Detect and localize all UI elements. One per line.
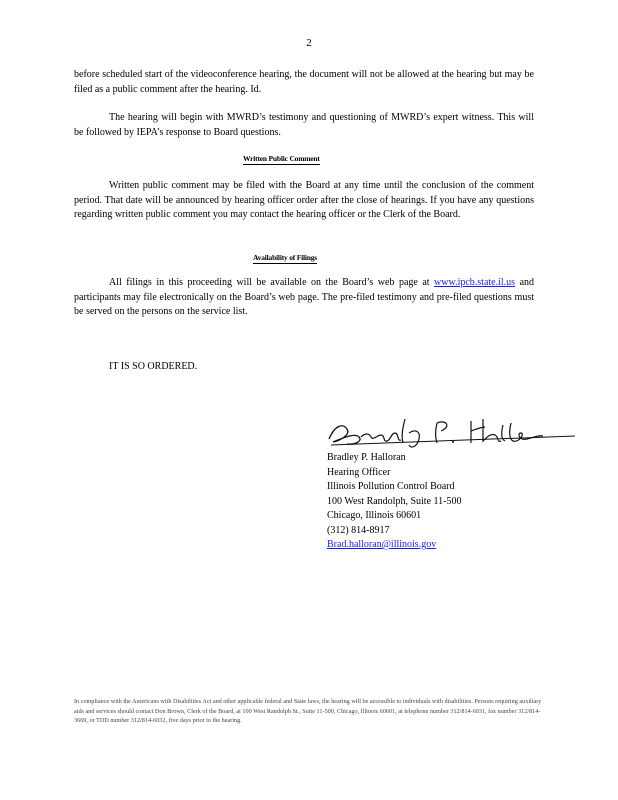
signer-address: 100 West Randolph, Suite 11-500 <box>327 495 462 507</box>
board-website-link[interactable]: www.ipcb.state.il.us <box>434 277 516 288</box>
signature-block <box>327 451 462 553</box>
order-statement: IT IS SO ORDERED. <box>109 361 198 372</box>
signer-phone: (312) 814-8917 <box>327 524 390 536</box>
paragraph-written-public-comment: Written public comment may be filed with the Board at any time until the conclusion of the comment period. That date will be announced by hearing officer order after the close of hearings. If you have any questions regarding written public comment you may contact the hearing officer or the Clerk of the Board. <box>74 180 534 220</box>
handwritten-signature <box>325 415 579 449</box>
heading-availability-of-filings: Availability of Filings <box>253 253 318 262</box>
filings-text-after-link: and participants may file electronically on the Board’s web page. The pre-filed testimony and pre-filed questions must be served on the persons on the service list. <box>74 277 535 317</box>
signer-organization: Illinois Pollution Control Board <box>327 481 455 492</box>
filings-text-before-link: All filings in this proceeding will be available on the Board’s web page at <box>109 277 430 288</box>
signer-title: Hearing Officer <box>327 466 391 478</box>
paragraph-availability-of-filings <box>74 276 534 320</box>
signer-city: Chicago, Illinois 60601 <box>327 510 422 521</box>
paragraph-hearing-documents: before scheduled start of the videoconference hearing, the document will not be allowed at the hearing but may be filed as a public comment after the hearing. Id. <box>74 69 534 95</box>
paragraph-hearing-order: The hearing will begin with MWRD’s testimony and questioning of MWRD’s expert witness. This will be followed by IEPA’s response to Board questions. <box>74 112 534 138</box>
heading-written-public-comment: Written Public Comment <box>243 154 320 163</box>
page-number: 2 <box>306 37 312 49</box>
accessibility-footer: In compliance with the Americans with Disabilities Act and other applicable federal and State laws, the hearing will be accessible to individuals with disabilities. Persons requiring auxiliary aids and services should contact Don Brown, Clerk of the Board, at 100 West Randolph St., Suite 11-500, Chicago, Illinois 60601, at telephone number 312/814-6931, fax number 312/814-3669, or TDD number 312/814-6032, five days prior to the hearing. <box>74 698 542 724</box>
signer-email-link[interactable]: Brad.halloran@illinois.gov <box>327 539 437 550</box>
signer-name: Bradley P. Halloran <box>327 452 406 463</box>
